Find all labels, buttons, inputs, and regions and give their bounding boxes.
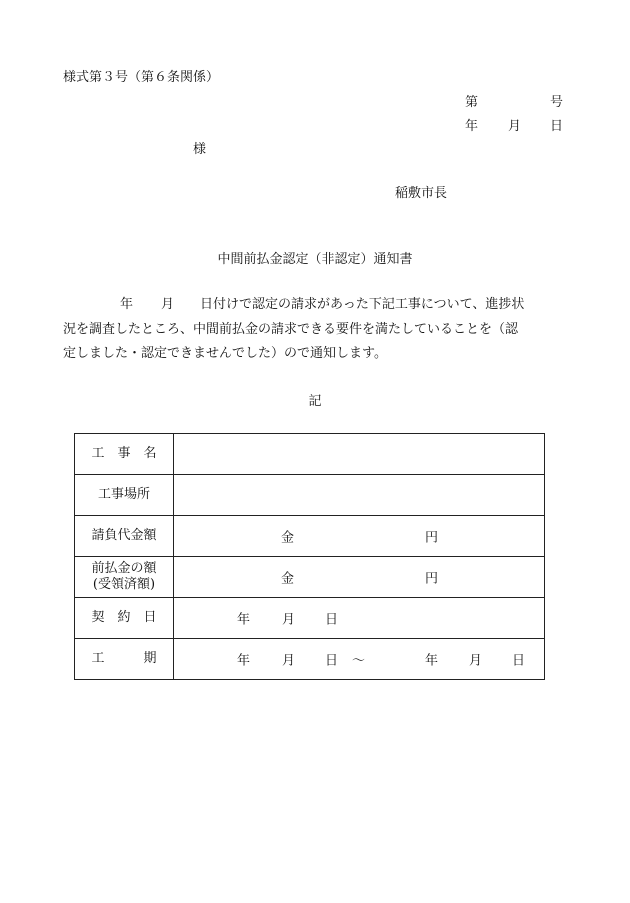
period-end-month: 月 bbox=[469, 653, 483, 669]
advance-amount-yen: 円 bbox=[425, 571, 439, 587]
body-line-1 bbox=[63, 293, 567, 318]
construction-details-table bbox=[74, 433, 545, 680]
table-row bbox=[75, 434, 545, 475]
construction-name-label: 工 事 名 bbox=[75, 434, 174, 475]
body-month: 月 bbox=[161, 297, 175, 312]
document-title: 中間前払金認定（非認定）通知書 bbox=[217, 252, 413, 267]
table-row bbox=[75, 557, 545, 598]
contract-date-label: 契 約 日 bbox=[75, 598, 174, 639]
ki-heading: 記 bbox=[308, 394, 322, 409]
body-line-2: 況を調査したところ、中間前払金の請求できる要件を満たしていることを（認 bbox=[63, 321, 519, 337]
body-line-1-text: 日付けで認定の請求があった下記工事について、進捗状 bbox=[200, 297, 525, 312]
table-row bbox=[75, 475, 545, 516]
contract-date-month: 月 bbox=[282, 612, 296, 628]
body-year: 年 bbox=[120, 297, 134, 312]
issue-date-day: 日 bbox=[550, 119, 564, 134]
construction-name-value bbox=[174, 434, 545, 475]
table-row bbox=[75, 516, 545, 557]
advance-amount-label-line2: (受領済額) bbox=[92, 577, 156, 592]
contract-amount-label: 請負代金額 bbox=[75, 516, 174, 557]
document-number-suffix: 号 bbox=[550, 95, 564, 110]
construction-period-label: 工 期 bbox=[75, 639, 174, 680]
issue-date-year: 年 bbox=[465, 119, 479, 134]
document-number-prefix: 第 bbox=[465, 95, 479, 110]
period-end-year: 年 bbox=[425, 653, 439, 669]
form-number-label: 様式第３号（第６条関係） bbox=[63, 70, 220, 85]
table-row bbox=[75, 639, 545, 680]
construction-period-value bbox=[174, 639, 545, 680]
advance-amount-label-line1: 前払金の額 bbox=[91, 561, 157, 576]
period-start-day: 日 bbox=[325, 653, 339, 669]
period-start-year: 年 bbox=[237, 653, 251, 669]
notice-body bbox=[63, 293, 567, 367]
contract-amount-kin: 金 bbox=[281, 530, 295, 546]
table-row bbox=[75, 598, 545, 639]
advance-amount-kin: 金 bbox=[281, 571, 295, 587]
advance-amount-label bbox=[75, 557, 174, 598]
issue-date-month: 月 bbox=[508, 119, 522, 134]
advance-amount-value bbox=[174, 557, 545, 598]
contract-date-value bbox=[174, 598, 545, 639]
contract-amount-value bbox=[174, 516, 545, 557]
issuer-name: 稲敷市長 bbox=[395, 186, 448, 201]
contract-amount-yen: 円 bbox=[425, 530, 439, 546]
period-end-day: 日 bbox=[512, 653, 526, 669]
contract-date-day: 日 bbox=[325, 612, 339, 628]
body-line-3: 定しました・認定できませんでした）ので通知します。 bbox=[63, 346, 387, 361]
period-tilde: ～ bbox=[352, 653, 366, 669]
recipient-honorific: 様 bbox=[193, 142, 207, 157]
construction-site-value bbox=[174, 475, 545, 516]
period-start-month: 月 bbox=[282, 653, 296, 669]
contract-date-year: 年 bbox=[237, 612, 251, 628]
construction-site-label: 工事場所 bbox=[75, 475, 174, 516]
